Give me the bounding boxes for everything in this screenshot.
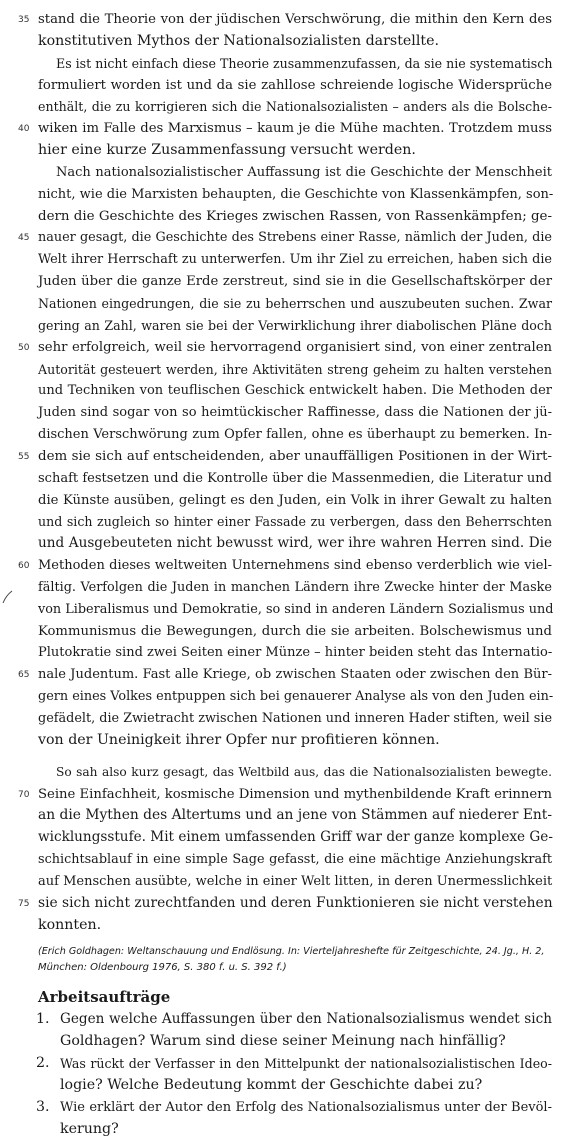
line-text: Plutokratie sind zwei Seiten einer Münze – hinter beiden steht das Internatio- [38,645,553,661]
text-line [38,53,552,75]
line-number: 60 [18,561,30,572]
line-number: 65 [18,670,30,681]
text-line [38,162,552,184]
line-text: Nach nationalsozialistischer Auffassung ist die Geschichte der Menschheit [56,164,552,180]
text-line [38,511,552,533]
tasks-heading: Arbeitsaufträge [38,988,171,1007]
task-text-line: kerung? [60,1120,119,1137]
line-text: Welt ihrer Herrschaft zu unterwerfen. Um ihr Ziel zu erreichen, haben sich die [38,252,552,268]
line-number: 55 [18,451,30,462]
text-line [18,664,552,686]
task-number: 3. [36,1098,50,1115]
line-number: 70 [18,789,30,800]
text-line [18,118,552,140]
line-text: nauer gesagt, die Geschichte des Strebens einer Rasse, nämlich der Juden, die [38,230,552,246]
line-text: nicht, wie die Marxisten behaupten, die Geschichte von Klassenkämpfen, son- [38,186,554,202]
line-text: und Techniken von teuflischen Geschick entwickelt haben. Die Methoden der [38,383,552,399]
line-text: schichtsablauf in eine simple Sage gefasst, die eine mächtige Anziehungskraft [38,852,552,868]
text-line [38,75,552,97]
text-line [38,293,552,315]
line-text: Juden sind sogar von so heimtückischer Raffinesse, dass die Nationen der jü- [38,405,552,421]
citation-line: München: Oldenbourg 1976, S. 380 f. u. S. 392 f.) [38,962,287,974]
task-text-line: Gegen welche Auffassungen über den Nationalsozialismus wendet sich [60,1011,552,1028]
text-line [38,249,552,271]
line-text: hier eine kurze Zusammenfassung versucht werden. [38,142,416,159]
line-text: wiken im Falle des Marxismus – kaum je die Mühe machten. Trotzdem muss [38,121,552,137]
text-line [38,849,552,871]
line-number: 45 [18,233,30,244]
text-line [18,9,552,31]
line-text: die Künste ausüben, gelingt es den Juden, ein Volk in ihrer Gewalt zu halten [38,492,552,508]
tasks-list [38,1009,552,1140]
text-line [38,96,552,118]
line-text: nale Judentum. Fast alle Kriege, ob zwischen Staaten oder zwischen den Bür- [38,667,552,683]
line-number: 35 [18,15,30,25]
margin-pen-mark [2,590,14,604]
task-text-line: logie? Welche Bedeutung kommt der Geschichte dabei zu? [60,1076,483,1093]
line-text: sie sich nicht zurechtfanden und deren Funktionieren sie nicht verstehen [38,894,553,911]
text-line [38,315,552,337]
paragraph-gap [38,752,552,762]
text-line [38,621,552,643]
line-text: von der Uneinigkeit ihrer Opfer nur profitieren können. [38,731,440,748]
line-text: sehr erfolgreich, weil sie hervorragend organisiert sind, von einer zentralen [38,339,552,355]
text-line [18,337,552,359]
article-body [18,9,554,1141]
text-line [38,184,552,206]
text-line [38,730,552,752]
line-text: Kommunismus die Bewegungen, durch die sie arbeiten. Bolschewismus und [38,623,552,639]
line-text: Methoden dieses weltweiten Unternehmens sind ebenso verderblich wie viel- [38,558,552,574]
text-line [38,686,552,708]
text-line [38,642,552,664]
line-number: 50 [18,342,30,353]
line-text: Autorität gesteuert werden, ihre Aktivitäten streng geheim zu halten verstehen [38,361,552,377]
text-line [38,380,552,402]
line-text: stand die Theorie von der jüdischen Verschwörung, die mithin den Kern des [38,12,552,27]
paragraph [18,162,554,752]
task-text-line: Wie erklärt der Autor den Erfolg des Nationalsozialismus unter der Bevöl- [60,1099,552,1115]
text-line [18,893,553,915]
text-line [38,708,552,730]
task-item [38,1053,552,1097]
line-text: konnten. [38,916,102,933]
line-text: fältig. Verfolgen die Juden in manchen Ländern ihre Zwecke hinter der Maske [38,579,552,595]
text-line [38,206,552,228]
line-text: und Ausgebeuteten nicht bewusst wird, wer ihre wahren Herren sind. Die [38,535,552,552]
text-line [38,490,552,512]
text-line [38,805,552,827]
text-line [38,424,552,446]
line-text: gering an Zahl, waren sie bei der Verwirklichung ihrer diabolischen Pläne doch [38,317,552,333]
text-line [38,271,552,293]
task-text-line: Goldhagen? Warum sind diese seiner Meinung nach hinfällig? [60,1033,506,1050]
text-line [38,533,552,555]
line-text: und sich zugleich so hinter einer Fassade zu verbergen, dass den Beherrschten [38,514,552,530]
line-text: Seine Einfachheit, kosmische Dimension und mythenbildende Kraft erinnern [38,786,552,802]
line-text: auf Menschen ausübte, welche in einer Welt litten, in deren Unermesslichkeit [38,873,553,889]
text-line [38,140,552,162]
line-text: gern eines Volkes entpuppen sich bei genauerer Analyse als von den Juden ein- [38,689,554,705]
line-text: dern die Geschichte des Krieges zwischen Rassen, von Rassenkämpfen; ge- [38,208,552,224]
text-line [38,468,552,490]
task-number: 1. [36,1011,50,1028]
text-line [38,915,552,937]
line-text: Es ist nicht einfach diese Theorie zusammenzufassen, da sie nie systematisch [56,55,553,71]
task-item [38,1009,552,1053]
paragraph [18,9,552,53]
task-item [38,1097,552,1141]
text-line [18,227,552,249]
source-citation [38,944,552,976]
line-text: schaft festsetzen und die Kontrolle über die Massenmedien, die Literatur und [38,470,552,486]
text-line [38,402,552,424]
line-text: enthält, die zu korrigieren sich die Nationalsozialisten – anders als die Bolsche- [38,99,552,115]
text-line [38,871,552,893]
text-line [18,446,552,468]
text-line [18,784,552,806]
line-text: dischen Verschwörung zum Opfer fallen, ohne es überhaupt zu bemerken. In- [38,427,552,443]
line-text: Juden über die ganze Erde zerstreut, sind sie in die Gesellschaftskörper der [38,274,552,290]
paragraph [18,53,553,162]
line-text: Nationen eingedrungen, die sie zu beherrschen und auszubeuten suchen. Zwar [38,295,552,311]
text-line [38,577,552,599]
text-line [38,599,552,621]
text-line [38,762,552,784]
task-text-line: Was rückt der Verfasser in den Mittelpunkt der nationalsozialistischen Ideo- [60,1056,552,1072]
line-number: 40 [18,124,30,135]
line-text: So sah also kurz gesagt, das Weltbild aus, das die Nationalsozialisten bewegte. [56,764,552,779]
paragraph [18,762,553,937]
line-text: formuliert worden ist und da sie zahllose schreiende logische Widersprüche [38,77,552,93]
line-text: wicklungsstufe. Mit einem umfassenden Griff war der ganze komplexe Ge- [38,829,553,846]
line-text: dem sie sich auf entscheidenden, aber unauffälligen Positionen in der Wirt- [38,448,552,464]
line-text: von Liberalismus und Demokratie, so sind in anderen Ländern Sozialismus und [38,601,554,617]
line-text: gefädelt, die Zwietracht zwischen Nationen und inneren Hader stiften, weil sie [38,711,553,726]
text-line [38,359,552,381]
line-number: 75 [18,898,30,909]
text-line [18,555,552,577]
text-line [38,31,552,53]
citation-line: (Erich Goldhagen: Weltanschauung und Endlösung. In: Vierteljahreshefte für Zeitgeschichte, 24. Jg., H. 2, [38,946,545,958]
task-number: 2. [36,1055,50,1072]
line-text: konstitutiven Mythos der Nationalsozialisten darstellte. [38,32,439,49]
line-text: an die Mythen des Altertums und an jene von Stämmen auf niederer Ent- [38,807,552,824]
text-line [38,827,552,849]
